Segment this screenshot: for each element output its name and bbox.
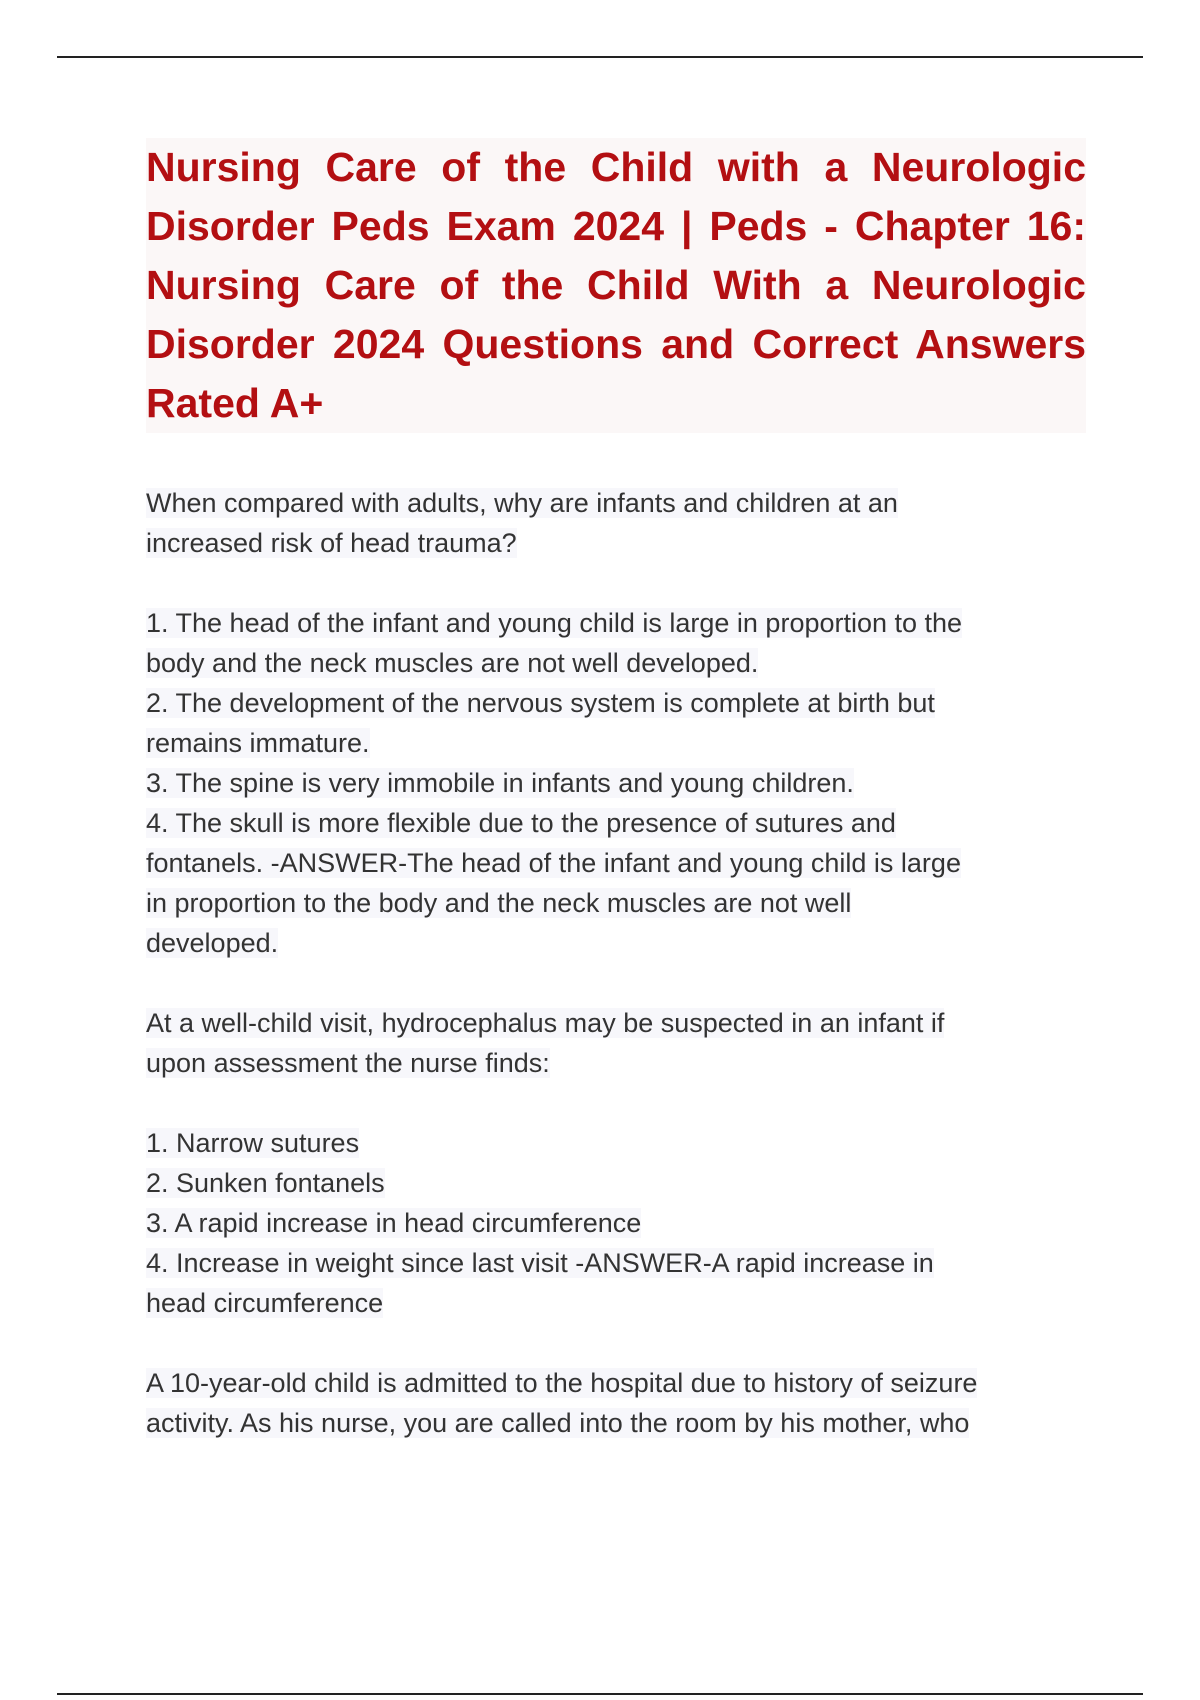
option-line: remains immature. <box>146 728 370 758</box>
answer-options <box>146 603 1086 963</box>
question-stem <box>146 483 1086 563</box>
stem-line: activity. As his nurse, you are called into the room by his mother, who <box>146 1408 970 1438</box>
option-line: 3. A rapid increase in head circumference <box>146 1208 642 1238</box>
option-line: 3. The spine is very immobile in infants and young children. <box>146 768 854 798</box>
spacer <box>146 563 1086 603</box>
answer-options <box>146 1123 1086 1323</box>
question-stem <box>146 1003 1086 1083</box>
option-line: 1. The head of the infant and young child is large in proportion to the <box>146 608 963 638</box>
answer-line: head circumference <box>146 1288 384 1318</box>
answer-line: in proportion to the body and the neck muscles are not well <box>146 888 852 918</box>
answer-line: 4. Increase in weight since last visit -ANSWER-A rapid increase in <box>146 1248 934 1278</box>
option-line: 1. Narrow sutures <box>146 1128 360 1158</box>
question-3 <box>146 1363 1086 1443</box>
stem-line: At a well-child visit, hydrocephalus may be suspected in an infant if <box>146 1008 945 1038</box>
stem-line: When compared with adults, why are infants and children at an <box>146 488 898 518</box>
stem-line: upon assessment the nurse finds: <box>146 1048 550 1078</box>
top-divider <box>57 56 1143 58</box>
answer-line: fontanels. -ANSWER-The head of the infant and young child is large <box>146 848 961 878</box>
question-2 <box>146 1003 1086 1323</box>
question-stem <box>146 1363 1086 1443</box>
option-line: 2. Sunken fontanels <box>146 1168 385 1198</box>
document-body <box>146 138 1086 1483</box>
question-list <box>146 483 1086 1443</box>
question-1 <box>146 483 1086 963</box>
spacer <box>146 1083 1086 1123</box>
option-line: 4. The skull is more flexible due to the presence of sutures and <box>146 808 896 838</box>
bottom-divider <box>57 1693 1143 1695</box>
option-line: body and the neck muscles are not well developed. <box>146 648 759 678</box>
option-line: 2. The development of the nervous system is complete at birth but <box>146 688 935 718</box>
answer-line: developed. <box>146 928 279 958</box>
stem-line: increased risk of head trauma? <box>146 528 517 558</box>
stem-line: A 10-year-old child is admitted to the hospital due to history of seizure <box>146 1368 978 1398</box>
document-title: Nursing Care of the Child with a Neurologic Disorder Peds Exam 2024 | Peds - Chapter 16: Nursing Care of the Child With a Neurologic Disorder 2024 Questions and Correct Answers Rated A+ <box>146 138 1086 433</box>
